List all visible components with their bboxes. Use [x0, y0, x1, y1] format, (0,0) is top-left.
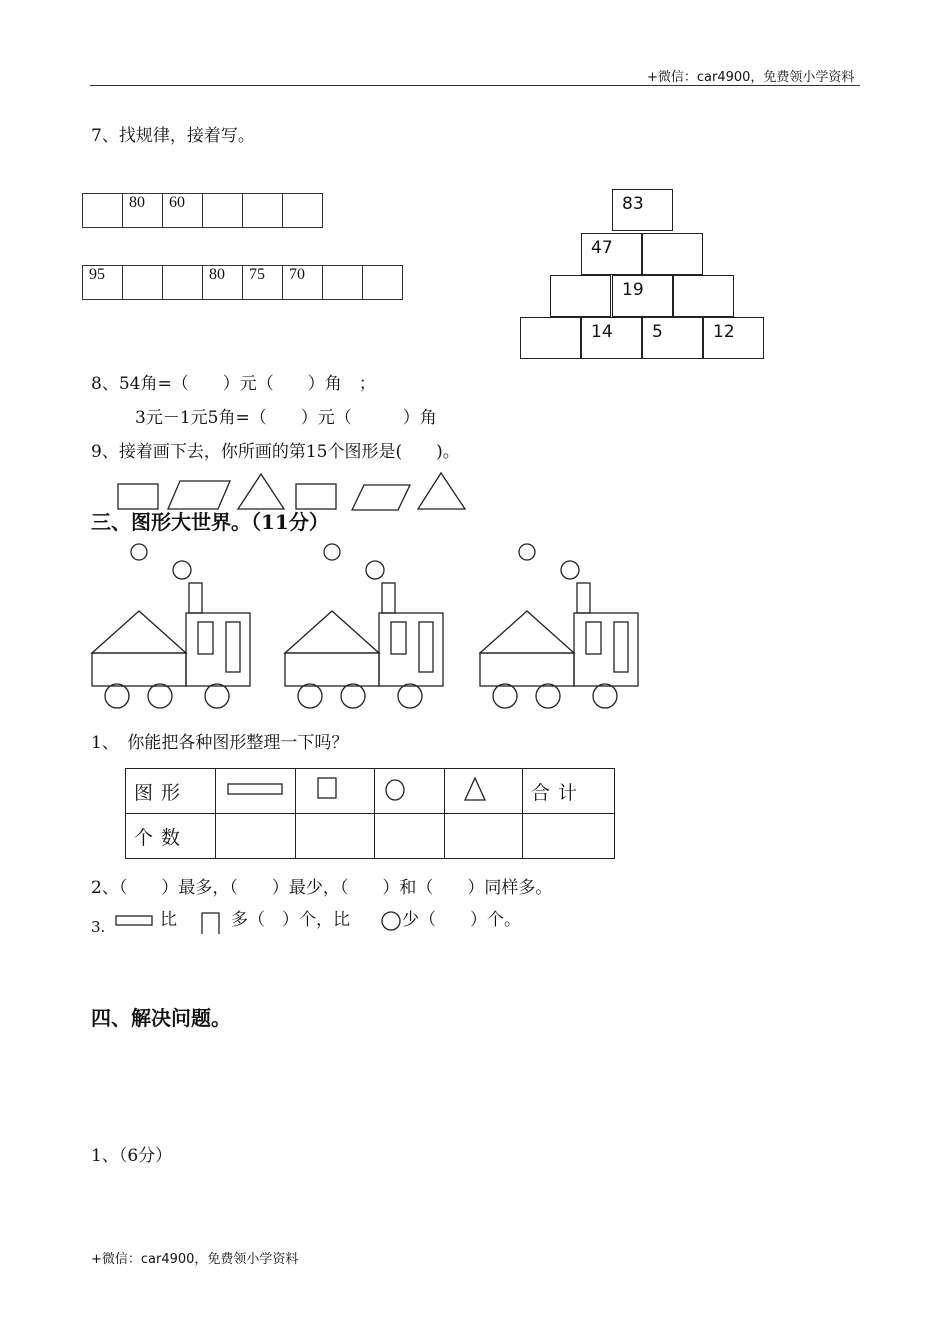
count-cell[interactable]	[523, 814, 615, 859]
wagon-rect	[480, 653, 574, 686]
count-cell[interactable]	[216, 814, 296, 859]
window-rect	[198, 622, 213, 654]
smoke-circle	[131, 544, 147, 560]
header-note: +微信：car4900，免费领小学资料	[647, 70, 855, 85]
shape-count-table	[125, 768, 615, 859]
seq2-cell: 70	[283, 266, 323, 300]
smoke-circle	[561, 561, 579, 579]
pyramid-brick: 19	[612, 275, 673, 317]
seq2-cell: 75	[243, 266, 283, 300]
wheel-circle	[493, 684, 517, 708]
circle-icon	[380, 910, 404, 934]
roof-triangle	[480, 611, 574, 653]
table-label-shape: 图形	[126, 769, 216, 814]
table-triangle-col	[445, 769, 523, 814]
chimney-rect	[577, 583, 590, 613]
count-cell[interactable]	[445, 814, 523, 859]
square-icon	[199, 910, 225, 936]
s3-q3-duo: 多（ ）个，比	[231, 910, 350, 930]
count-cell[interactable]	[296, 814, 375, 859]
pyramid-brick: 12	[703, 317, 764, 359]
q9-text: 9、接着画下去，你所画的第15个图形是( )。	[91, 442, 460, 462]
footer-note: +微信：car4900，免费领小学资料	[91, 1252, 299, 1267]
wheel-circle	[205, 684, 229, 708]
wheel-circle	[298, 684, 322, 708]
smoke-circle	[519, 544, 535, 560]
chimney-rect	[382, 583, 395, 613]
pyramid-brick: 5	[642, 317, 703, 359]
table-total-label: 合计	[523, 769, 615, 814]
section4-title: 四、解决问题。	[91, 1006, 231, 1030]
train-3	[480, 544, 638, 708]
rectangle-icon	[224, 779, 284, 799]
s3-q1: 1、 你能把各种图形整理一下吗？	[91, 733, 349, 753]
square-icon	[304, 776, 334, 802]
q8-line2: 3元－1元5角=（ ）元（ ）角	[135, 408, 437, 428]
s3-q3-num: 3.	[91, 918, 106, 936]
q7-title: 7、找规律，接着写。	[91, 126, 255, 146]
pyramid-brick: 83	[612, 189, 673, 231]
roof-triangle	[92, 611, 186, 653]
s3-q3-shao: 少（ ）个。	[402, 910, 521, 930]
pyramid-brick: 47	[581, 233, 642, 275]
window-rect	[226, 622, 240, 672]
train-2	[285, 544, 443, 708]
seq1-cell: 80	[123, 194, 163, 228]
smoke-circle	[366, 561, 384, 579]
roof-triangle	[285, 611, 379, 653]
section3-title: 三、图形大世界。（11分）	[91, 510, 329, 534]
wheel-circle	[105, 684, 129, 708]
count-cell[interactable]	[375, 814, 445, 859]
smoke-circle	[324, 544, 340, 560]
wheel-circle	[398, 684, 422, 708]
table-square-col	[296, 769, 375, 814]
window-rect	[419, 622, 433, 672]
table-rect-col	[216, 769, 296, 814]
q8-line1: 8、54角=（ ）元（ ）角 ；	[91, 374, 376, 394]
pyramid-brick: 14	[581, 317, 642, 359]
wheel-circle	[593, 684, 617, 708]
wagon-rect	[285, 653, 379, 686]
window-rect	[614, 622, 628, 672]
seq2-cell: 80	[203, 266, 243, 300]
s3-q2: 2、（ ）最多，（ ）最少，（ ）和（ ）同样多。	[91, 878, 553, 898]
wheel-circle	[148, 684, 172, 708]
s3-q3-bi: 比	[160, 910, 177, 930]
seq1-cell: 60	[163, 194, 203, 228]
rectangle-icon	[115, 914, 155, 928]
wheel-circle	[341, 684, 365, 708]
window-rect	[586, 622, 601, 654]
wagon-rect	[92, 653, 186, 686]
chimney-rect	[189, 583, 202, 613]
table-circle-col	[375, 769, 445, 814]
seq2-cell: 95	[83, 266, 123, 300]
train-1	[92, 544, 250, 708]
table-label-count: 个数	[126, 814, 216, 859]
window-rect	[391, 622, 406, 654]
wheel-circle	[536, 684, 560, 708]
circle-icon	[383, 776, 413, 802]
smoke-circle	[173, 561, 191, 579]
s4-q1: 1、（6分）	[91, 1146, 173, 1166]
triangle-icon	[453, 776, 483, 802]
